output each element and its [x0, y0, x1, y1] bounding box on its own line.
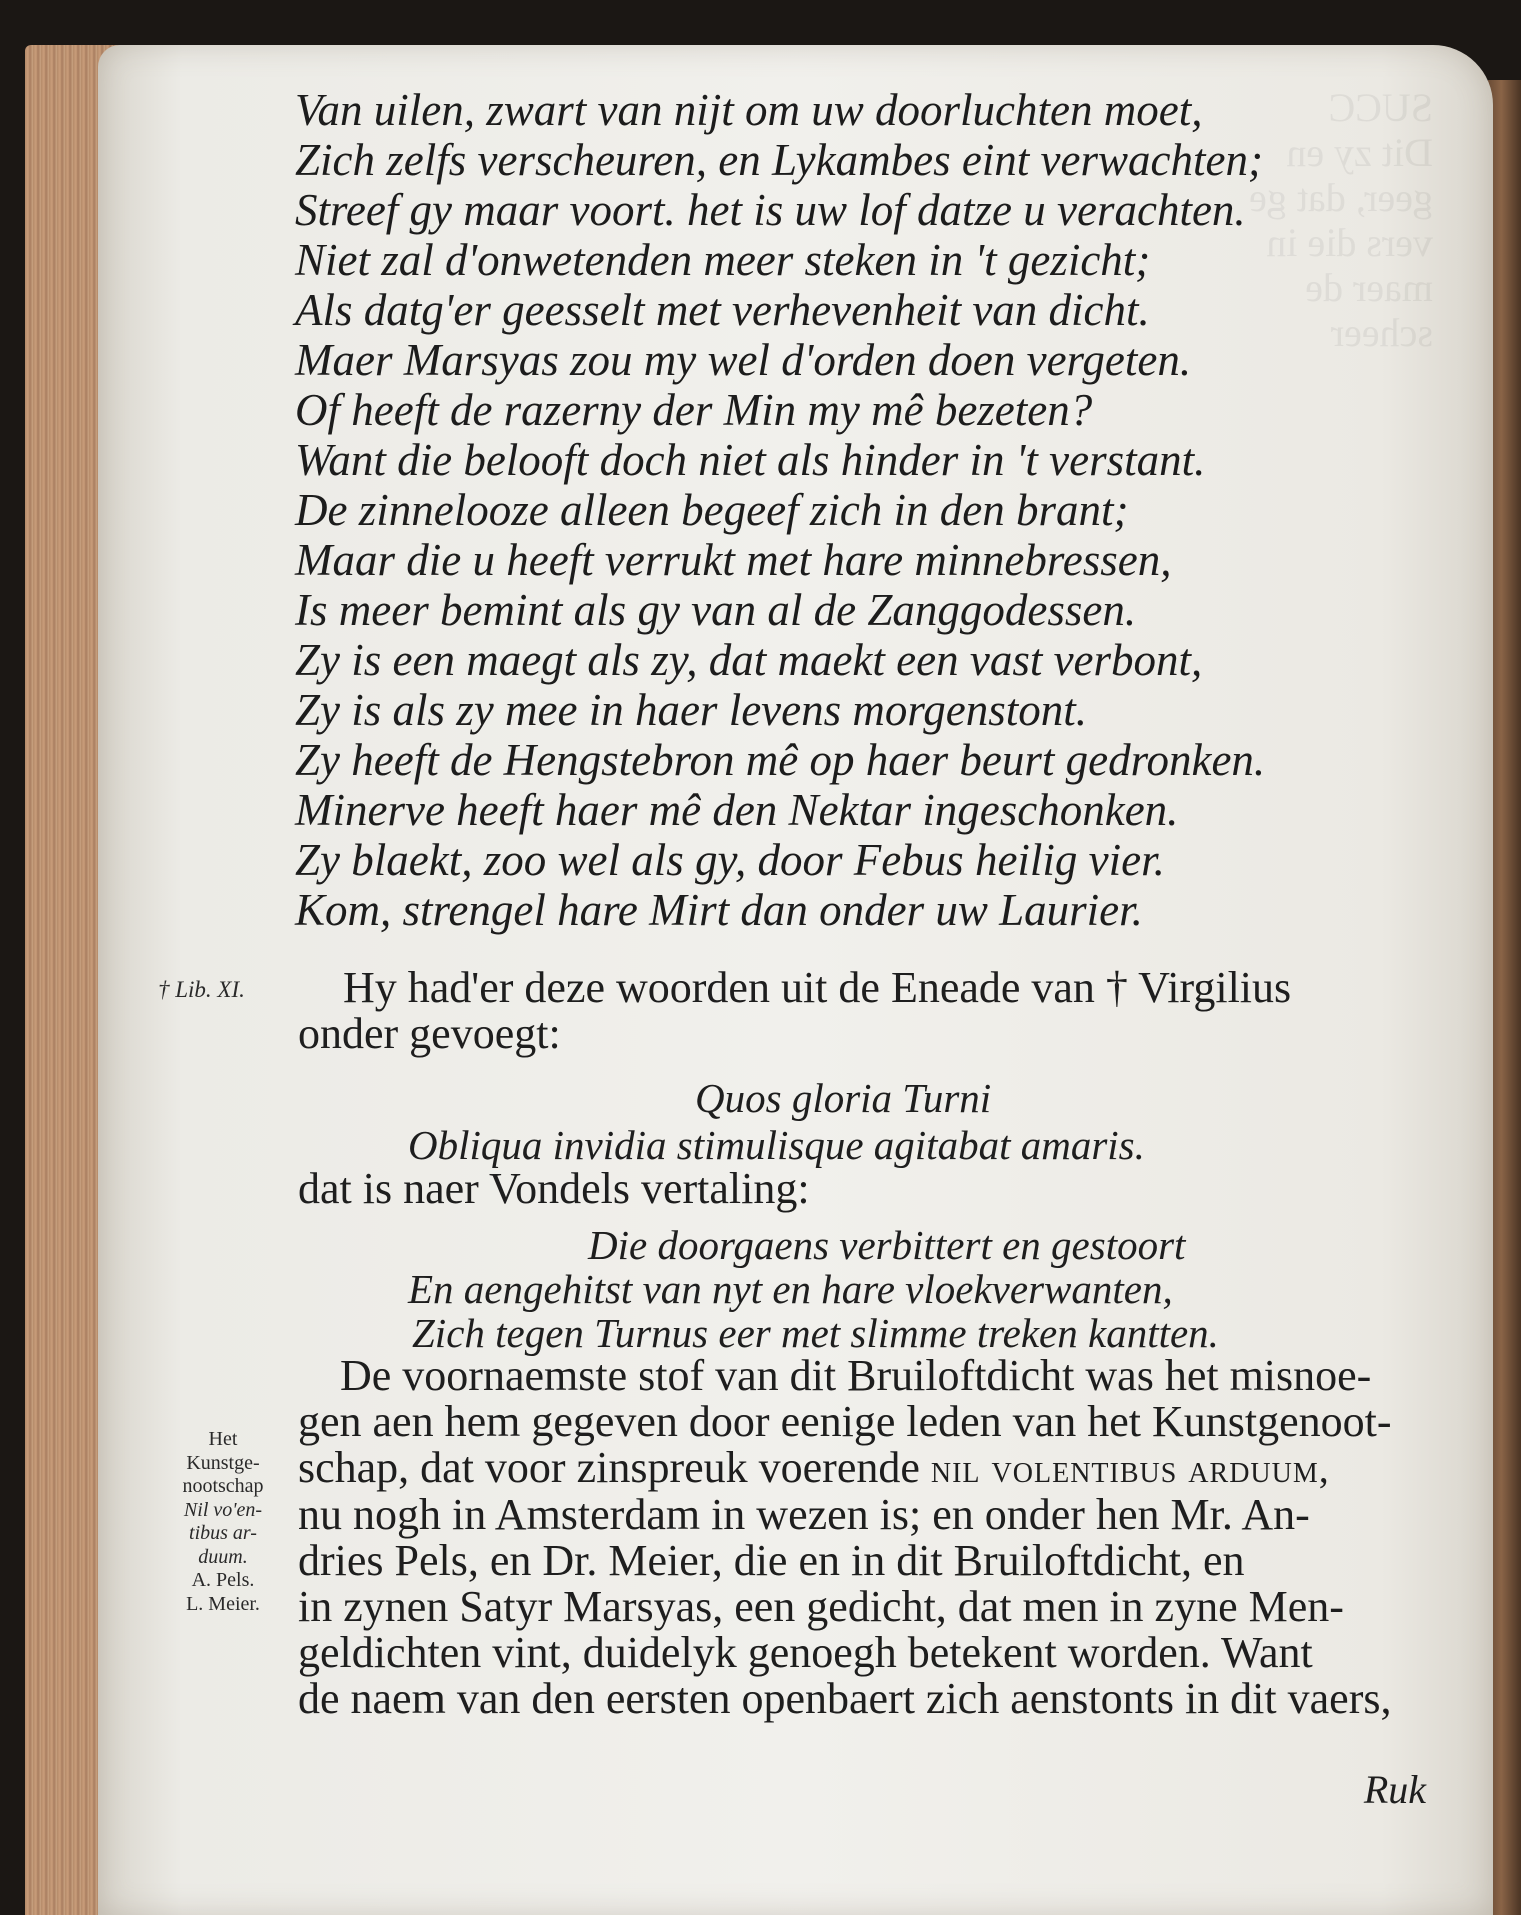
text-line: de naem van den eersten openbaert zich aenstonts in dit vaers,	[298, 1674, 1392, 1723]
verse-line: Als datg'er geesselt met verhevenheit van dicht.	[295, 285, 1150, 335]
text-line: in zynen Satyr Marsyas, een gedicht, dat men in zyne Men-	[298, 1582, 1344, 1631]
margin-note-lib: † Lib. XI.	[158, 977, 245, 1002]
latin-quote-line: Quos gloria Turni	[695, 1075, 992, 1121]
text-line: geldichten vint, duidelyk genoegh betekent worden. Want	[298, 1628, 1313, 1677]
text-line: onder gevoegt:	[298, 1009, 561, 1058]
text-line: De voornaemste stof van dit Bruiloftdicht was het misnoe-	[340, 1351, 1372, 1400]
note-line: Het	[208, 1428, 238, 1450]
verse-line: Maar die u heeft verrukt met hare minnebressen,	[295, 535, 1172, 585]
note-line: Nil vo'en-	[183, 1498, 263, 1521]
verse-line: Niet zal d'onwetenden meer steken in 't gezicht;	[295, 235, 1151, 285]
verse-line: Zich zelfs verscheuren, en Lykambes eint verwachten;	[295, 135, 1263, 185]
verse-line: Zy heeft de Hengstebron mê op haer beurt gedronken.	[295, 735, 1266, 785]
verse-line: Want die belooft doch niet als hinder in 't verstant.	[295, 435, 1206, 485]
catchword: Ruk	[1363, 1767, 1426, 1812]
verse-line: Van uilen, zwart van nijt om uw doorluchten moet,	[295, 85, 1203, 135]
show-through-text: SUCC Dit zy en geer, dat ge vers die in maer de scheer	[1249, 85, 1433, 355]
text-fragment: schap, dat voor zinspreuk voerende	[298, 1443, 931, 1492]
vondel-quote-line: Zich tegen Turnus eer met slimme treken kantten.	[412, 1310, 1219, 1356]
verse-line: De zinnelooze alleen begeef zich in den brant;	[295, 485, 1129, 535]
note-line: tibus ar-	[189, 1522, 257, 1544]
paragraph-bruiloftdicht	[298, 1353, 1423, 1722]
verse-line: Zy is een maegt als zy, dat maekt een vast verbont,	[295, 635, 1203, 685]
paragraph-virgilius	[298, 965, 1423, 1057]
verse-block	[295, 85, 1375, 935]
verse-line: Is meer bemint als gy van al de Zanggodessen.	[295, 585, 1137, 635]
text-line: nu nogh in Amsterdam in wezen is; en onder hen Mr. An-	[298, 1490, 1310, 1539]
text-line: gen aen hem gegeven door eenige leden van het Kunstgenoot-	[298, 1397, 1392, 1446]
text-line: Hy had'er deze woorden uit de Eneade van † Virgilius	[343, 963, 1292, 1012]
note-line: Kunstge-	[186, 1451, 260, 1474]
note-line: A. Pels.	[191, 1569, 255, 1591]
vondel-intro: dat is naer Vondels vertaling:	[298, 1164, 810, 1213]
note-line: duum.	[198, 1545, 248, 1568]
verse-line: Of heeft de razerny der Min my mê bezeten?	[295, 385, 1093, 435]
verse-line: Streef gy maar voort. het is uw lof datze u verachten.	[295, 185, 1246, 235]
note-line: L. Meier.	[186, 1592, 260, 1615]
vondel-quote-line: En aengehitst van nyt en hare vloekverwanten,	[408, 1266, 1173, 1312]
society-motto: nil volentibus arduum,	[930, 1446, 1330, 1491]
verse-line: Kom, strengel hare Mirt dan onder uw Laurier.	[295, 885, 1143, 935]
text-line: dries Pels, en Dr. Meier, die en in dit Bruiloftdicht, en	[298, 1536, 1245, 1585]
verse-line: Zy blaekt, zoo wel als gy, door Febus heilig vier.	[295, 835, 1165, 885]
verse-line: Maer Marsyas zou my wel d'orden doen vergeten.	[295, 335, 1192, 385]
note-line: nootschap	[182, 1475, 264, 1497]
margin-note-society	[158, 1428, 288, 1616]
vondel-quote-line: Die doorgaens verbittert en gestoort	[588, 1222, 1186, 1268]
verse-line: Minerve heeft haer mê den Nektar ingeschonken.	[295, 785, 1179, 835]
latin-quote-line: Obliqua invidia stimulisque agitabat amaris.	[408, 1122, 1145, 1168]
verse-line: Zy is als zy mee in haer levens morgenstont.	[295, 685, 1087, 735]
text-line	[298, 1445, 1423, 1492]
